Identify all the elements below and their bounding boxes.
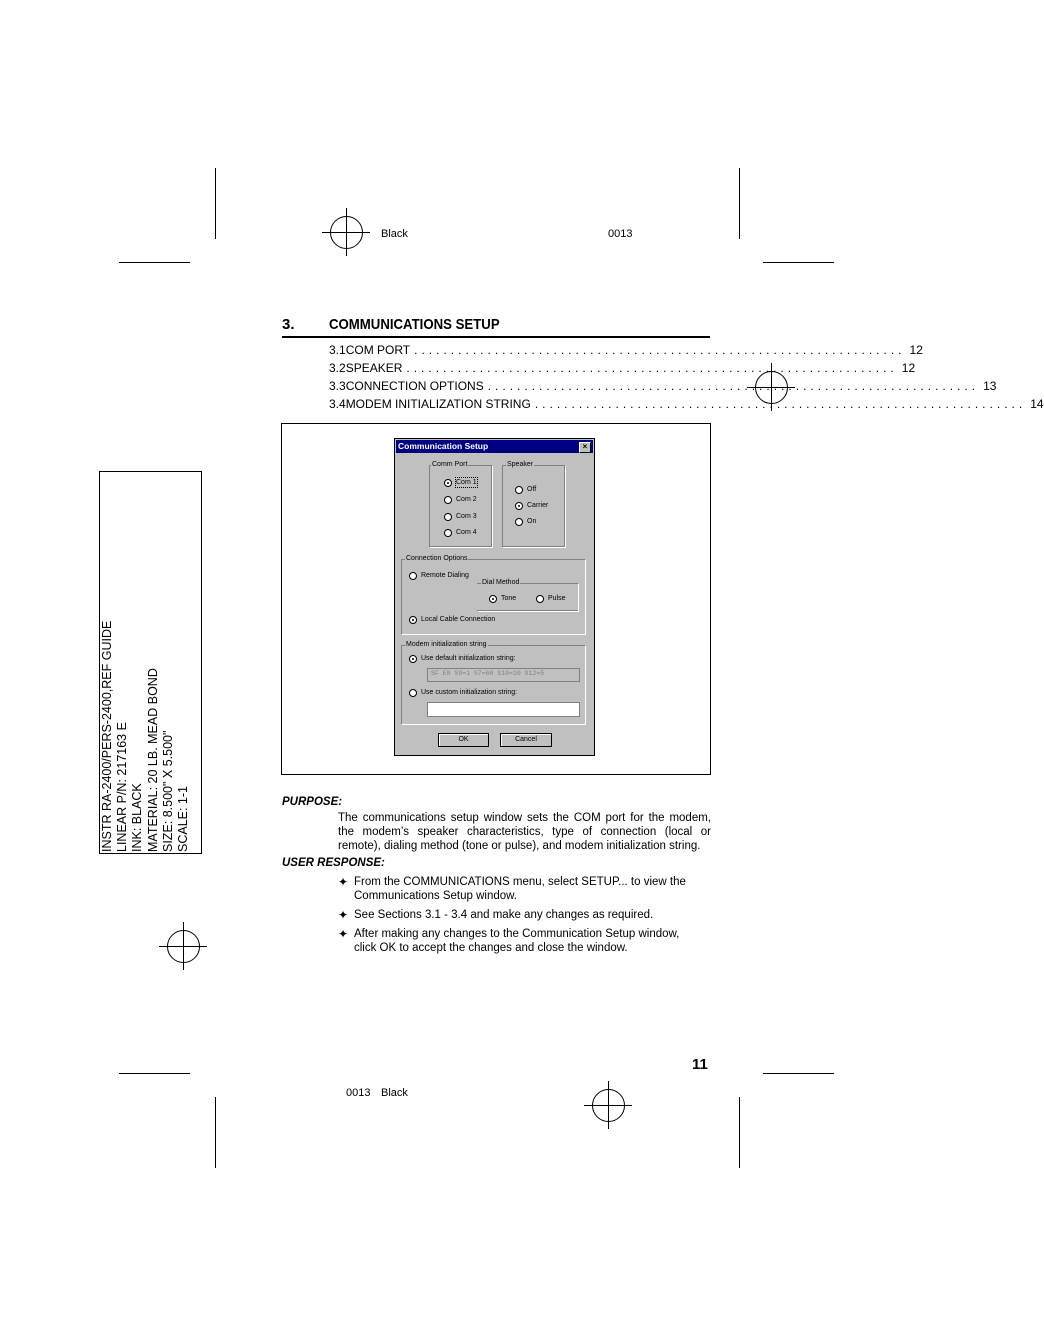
- toc-leader: ...................................................................: [534, 397, 1027, 411]
- registration-mark-top: [322, 208, 370, 256]
- crop-mark-bottom-right-v: [739, 1097, 740, 1168]
- print-spec-line: INSTR RA-2400/PERS-2400,REF GUIDE: [100, 620, 114, 852]
- radio-icon: [444, 529, 452, 537]
- radio-use-default-init[interactable]: [409, 654, 516, 663]
- radio-speaker-off[interactable]: [515, 485, 536, 494]
- print-spec-line: SCALE: 1-1: [176, 785, 191, 852]
- comm-port-label: Comm Port: [432, 461, 468, 468]
- crop-mark-bottom-left-v: [215, 1097, 216, 1168]
- default-init-string-field[interactable]: SF E0 S9=1 S7=60 S10=10 S12=5: [427, 668, 580, 682]
- toc-page: 14: [1030, 397, 1044, 411]
- radio-selected-icon: [409, 655, 417, 663]
- radio-com-4[interactable]: [444, 528, 477, 537]
- radio-selected-icon: [409, 616, 417, 624]
- radio-use-custom-init[interactable]: [409, 688, 517, 697]
- crop-mark-bottom-right-h: [763, 1073, 834, 1074]
- bullet-star-icon: ✦: [338, 908, 349, 922]
- print-spec-text: [100, 472, 191, 852]
- radio-icon: [515, 518, 523, 526]
- radio-icon: [536, 595, 544, 603]
- radio-icon: [444, 496, 452, 504]
- purpose-label: PURPOSE:: [282, 796, 343, 808]
- toc-leader: ...................................................................: [414, 343, 906, 357]
- print-spec-line: LINEAR P/N: 217163 E: [115, 722, 130, 852]
- radio-label: Off: [527, 486, 537, 493]
- radio-label: Carrier: [527, 502, 549, 509]
- top-color-label: Black: [381, 228, 408, 240]
- radio-speaker-carrier[interactable]: [515, 501, 548, 510]
- toc-row: [329, 397, 1044, 413]
- radio-label: Use custom initialization string:: [421, 689, 518, 696]
- toc-number: 3.1: [329, 343, 346, 357]
- close-icon[interactable]: ×: [579, 442, 591, 453]
- modem-init-label: Modem initialization string: [406, 641, 487, 648]
- toc-page: 12: [901, 361, 916, 375]
- section-number: 3.: [282, 316, 295, 333]
- dialog-title: Communication Setup: [398, 441, 489, 451]
- radio-label: Com 1: [456, 479, 477, 486]
- radio-remote-dialing[interactable]: [409, 571, 469, 580]
- radio-icon: [409, 572, 417, 580]
- bullet-star-icon: ✦: [338, 875, 349, 889]
- toc-leader: ...................................................................: [406, 361, 898, 375]
- print-spec-line: SIZE: 8.500" X 5.500": [160, 730, 175, 852]
- toc-title: COM PORT: [345, 343, 411, 357]
- communication-setup-dialog: [394, 438, 595, 756]
- bottom-color-label: Black: [381, 1087, 408, 1099]
- radio-label: Pulse: [548, 595, 566, 602]
- section-heading: [282, 315, 710, 338]
- radio-selected-icon: [444, 479, 452, 487]
- dialog-title-bar: [396, 440, 593, 453]
- print-spec-line: MATERIAL: 20 LB. MEAD BOND: [145, 668, 160, 852]
- radio-label: Com 4: [456, 529, 477, 536]
- toc-row: [329, 343, 923, 359]
- section-title: COMMUNICATIONS SETUP: [329, 316, 500, 333]
- bullet-star-icon: ✦: [338, 927, 349, 941]
- crop-mark-top-left-h: [119, 262, 190, 263]
- radio-label: Com 2: [456, 496, 477, 503]
- radio-selected-icon: [515, 502, 523, 510]
- toc-page: 13: [983, 379, 997, 393]
- radio-label: Tone: [501, 595, 517, 602]
- toc-row: [329, 361, 916, 377]
- radio-label: Local Cable Connection: [421, 616, 496, 623]
- radio-label: Remote Dialing: [421, 572, 469, 579]
- user-response-text: See Sections 3.1 - 3.4 and make any changes as required.: [354, 909, 654, 921]
- radio-label: Use default initialization string:: [421, 655, 516, 662]
- toc-title: SPEAKER: [345, 361, 403, 375]
- radio-pulse[interactable]: [536, 594, 566, 603]
- crop-mark-top-right-h: [763, 262, 834, 263]
- radio-com-1[interactable]: [444, 478, 477, 487]
- cancel-button[interactable]: Cancel: [500, 733, 552, 747]
- user-response-text: From the COMMUNICATIONS menu, select SETUP... to view the Communications Setup window.: [354, 876, 686, 902]
- user-response-label: USER RESPONSE:: [282, 857, 385, 869]
- custom-init-string-field[interactable]: [427, 702, 580, 717]
- toc-leader: ...................................................................: [487, 379, 980, 393]
- toc-title: MODEM INITIALIZATION STRING: [345, 397, 531, 411]
- toc-page: 12: [909, 343, 923, 357]
- top-job-code: 0013: [608, 228, 633, 240]
- toc-number: 3.4: [329, 397, 346, 411]
- radio-selected-icon: [489, 595, 497, 603]
- radio-icon: [444, 513, 452, 521]
- radio-com-3[interactable]: [444, 512, 477, 521]
- radio-label: On: [527, 518, 537, 525]
- bottom-job-code: 0013: [346, 1087, 371, 1099]
- speaker-label: Speaker: [507, 461, 534, 468]
- crop-mark-bottom-left-h: [119, 1073, 190, 1074]
- radio-tone[interactable]: [489, 594, 516, 603]
- purpose-text: The communications setup window sets the COM port for the modem, the modem’s speaker characteristics, type of connection (local or remote), dialing method (tone or pulse), and modem initialization string.: [338, 812, 711, 852]
- crop-mark-top-left-v: [215, 168, 216, 239]
- radio-speaker-on[interactable]: [515, 517, 536, 526]
- toc-row: [329, 379, 997, 395]
- registration-mark-left: [159, 922, 207, 970]
- print-spec-line: INK: BLACK: [130, 783, 145, 852]
- radio-label: Com 3: [456, 513, 477, 520]
- crop-mark-top-right-v: [739, 168, 740, 239]
- radio-icon: [409, 689, 417, 697]
- radio-icon: [515, 486, 523, 494]
- user-response-text: After making any changes to the Communication Setup window, click OK to accept the changes and close the window.: [354, 928, 680, 954]
- ok-button[interactable]: OK: [438, 733, 489, 747]
- toc-number: 3.3: [329, 379, 346, 393]
- page-number: 11: [692, 1056, 708, 1073]
- dial-method-label: Dial Method: [482, 579, 520, 586]
- toc-number: 3.2: [329, 361, 346, 375]
- radio-com-2[interactable]: [444, 495, 477, 504]
- registration-mark-bottom: [584, 1081, 632, 1129]
- toc-title: CONNECTION OPTIONS: [345, 379, 484, 393]
- radio-local-cable[interactable]: [409, 615, 495, 624]
- connection-options-label: Connection Options: [406, 555, 468, 562]
